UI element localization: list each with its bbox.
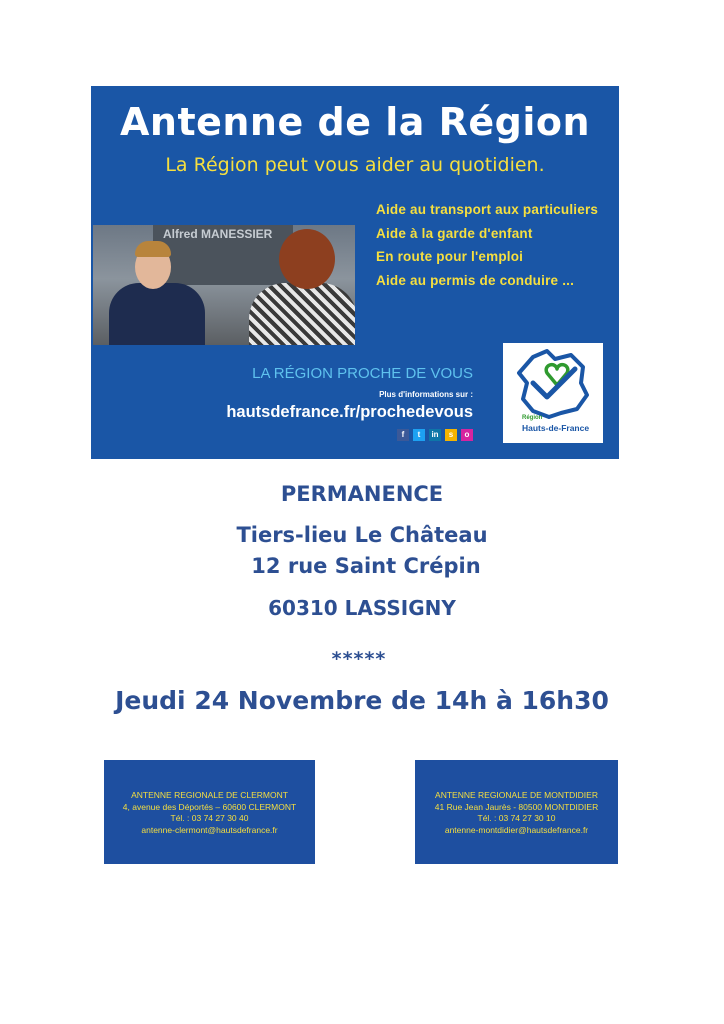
- banner-subtitle: La Région peut vous aider au quotidien.: [165, 154, 545, 176]
- permanence-heading: PERMANENCE: [280, 482, 444, 506]
- aid-item: Aide au permis de conduire ...: [376, 272, 575, 288]
- facebook-icon[interactable]: f: [397, 429, 409, 441]
- logo-name: Hauts-de-France: [522, 423, 590, 433]
- contact-name: ANTENNE REGIONALE DE MONTDIDIER: [435, 790, 598, 800]
- banner-title: Antenne de la Région: [119, 100, 591, 144]
- aid-item: En route pour l'emploi: [376, 249, 524, 264]
- aid-item: Aide au transport aux particuliers: [376, 202, 599, 217]
- instagram-icon[interactable]: o: [461, 429, 473, 441]
- contact-box-clermont: [104, 760, 315, 864]
- social-icons: [397, 429, 473, 441]
- venue-street: 12 rue Saint Crépin: [251, 554, 481, 578]
- twitter-icon[interactable]: t: [413, 429, 425, 441]
- more-info-label: Plus d'informations sur :: [379, 390, 473, 399]
- contact-address: 4, avenue des Déportés – 60600 CLERMONT: [122, 801, 297, 812]
- contact-email[interactable]: antenne-montdidier@hautsdefrance.fr: [444, 824, 589, 835]
- snapchat-icon[interactable]: s: [445, 429, 457, 441]
- region-logo: [503, 343, 603, 443]
- linkedin-icon[interactable]: in: [429, 429, 441, 441]
- contact-box-montdidier: [415, 760, 618, 864]
- contact-address: 41 Rue Jean Jaurès - 80500 MONTDIDIER: [434, 801, 599, 812]
- aid-item: Aide à la garde d'enfant: [376, 225, 533, 241]
- tagline: LA RÉGION PROCHE DE VOUS: [252, 365, 473, 382]
- website-link[interactable]: hautsdefrance.fr/prochedevous: [226, 403, 473, 421]
- logo-region-label: Région: [522, 415, 543, 421]
- contact-phone: Tél. : 03 74 27 30 40: [170, 813, 249, 823]
- photo-sign-text: Alfred MANESSIER: [163, 227, 273, 241]
- region-banner: [91, 86, 619, 459]
- contact-phone: Tél. : 03 74 27 30 10: [477, 813, 556, 823]
- venue-name: Tiers-lieu Le Château: [236, 523, 488, 547]
- contact-email[interactable]: antenne-clermont@hautsdefrance.fr: [141, 824, 278, 835]
- advisor-photo: [93, 225, 355, 345]
- venue-city: 60310 LASSIGNY: [268, 596, 456, 620]
- aid-list: [376, 198, 598, 292]
- separator: *****: [331, 648, 387, 670]
- contact-name: ANTENNE REGIONALE DE CLERMONT: [131, 790, 288, 800]
- event-date: Jeudi 24 Novembre de 14h à 16h30: [115, 686, 609, 715]
